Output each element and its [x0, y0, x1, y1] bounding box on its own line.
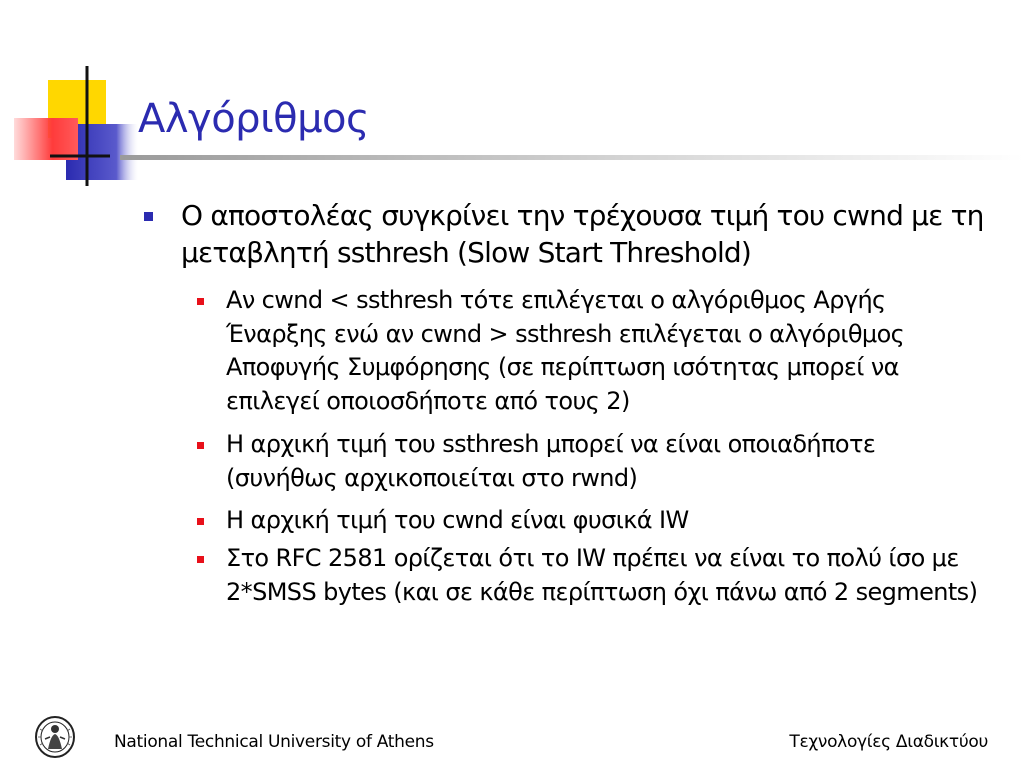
university-seal-icon	[34, 715, 76, 759]
footer-institution: National Technical University of Athens	[114, 732, 434, 752]
deco-red-square	[14, 118, 78, 160]
slide-title: Αλγόριθμος	[138, 96, 369, 142]
footer-course-title: Τεχνολογίες Διαδικτύου	[789, 732, 988, 752]
bullet-marker-level2	[197, 556, 204, 563]
bullet-level1-text: Ο αποστολέας συγκρίνει την τρέχουσα τιμή του cwnd με τη μεταβλητή ssthresh (Slow Start Threshold)	[181, 199, 984, 269]
bullet-marker-level1	[144, 212, 153, 221]
bullet-level2-text: Στο RFC 2581 ορίζεται ότι το IW πρέπει να είναι το πολύ ίσο με 2*SMSS bytes (και σε κάθε περίπτωση όχι πάνω από 2 segments)	[226, 544, 978, 606]
bullet-level2-text: Η αρχική τιμή του cwnd είναι φυσικά IW	[226, 506, 689, 534]
bullet-level2-text: Αν cwnd < ssthresh τότε επιλέγεται ο αλγόριθμος Αργής Έναρξης ενώ αν cwnd > ssthresh επιλέγεται ο αλγόριθμος Αποφυγής Συμφόρησης (σε περίπτωση ισότητας μπορεί να επιλεγεί οποιοσδήποτε από τους 2)	[226, 286, 905, 415]
corner-decoration	[0, 0, 140, 190]
bullet-level2-text: Η αρχική τιμή του ssthresh μπορεί να είναι οποιαδήποτε (συνήθως αρχικοποιείται στο rwnd)	[226, 430, 876, 492]
bullet-marker-level2	[197, 298, 204, 305]
bullet-marker-level2	[197, 442, 204, 449]
bullet-marker-level2	[197, 518, 204, 525]
title-underline	[120, 155, 1024, 160]
